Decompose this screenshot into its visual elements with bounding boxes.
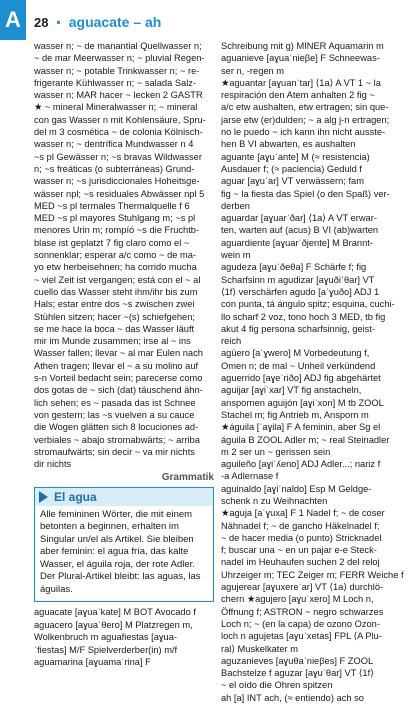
entry-line: schenk n zu Weihnachten (221, 495, 328, 506)
entry-line: nadel im Heuhaufen suchen 2 del reloj (221, 557, 380, 568)
entry-line: reich (221, 336, 242, 347)
entry-line: cuello das Wasser steht ihm/ihr bis zum (34, 286, 198, 297)
entry-line: ral⟩ Muskelkater m (221, 643, 298, 654)
entry-line: derben (221, 200, 250, 211)
entry-line: aguardar [aɣuarˈðar] ⟨1a⟩ A VT erwar- (221, 213, 377, 224)
entry-line: blase ist geplatzt 7 fig claro como el ~ (34, 237, 190, 248)
entry-line: respiración den Atem anhalten 2 fig ~ (221, 90, 375, 101)
entry-line: aguamarina [aɣuamaˈrina] F (34, 657, 151, 668)
entry-line: aber feminin: el agua fría, das kalte (40, 546, 189, 558)
grammar-box-title: El agua (54, 489, 97, 504)
entry-line: ~ de hacer media (o punto) Stricknadel (221, 532, 382, 543)
entry-line: Wasser, el águila roja, der rote Adler. (40, 558, 195, 570)
left-entries (34, 40, 214, 470)
entry-line: Stühlen sitzen; hacer ~(s) schiefgehen; (34, 311, 195, 322)
entry-line: ★aguantar [aɣuanˈtar] ⟨1a⟩ A VT 1 ~ la (221, 77, 381, 88)
entry-line: n; ~s freáticas (o subterráneas) Grund- (34, 163, 195, 174)
entry-line: MED ~s pl mayores Stuhlgang m; ~s pl (34, 213, 196, 224)
grammatik-label: Grammatik (161, 472, 214, 484)
grammar-box (34, 487, 214, 603)
grammar-box-body (35, 506, 213, 602)
entry-line: akut 4 fig persona scharfsinnig, geist- (221, 323, 375, 334)
entry-line: aguar [aɣuˈar] VT verwässern; fam (221, 176, 364, 187)
entry-line: f; buscar una ~ en un pajar e-e Steck- (221, 545, 377, 556)
entry-line: agujerear [aɣuxereˈar] VT ⟨1a⟩ durchlö- (221, 582, 384, 593)
entry-line: Uhrzeiger m; TEC Zeiger m; FERR Weiche f (221, 569, 404, 580)
entry-line: águila B ZOOL Adler m; ~ real Steinadler (221, 434, 390, 445)
entry-line: wasser n; ~s jurisdiccionales Hoheitsge- (34, 176, 200, 187)
entry-line: von gestern; las ~s vuelven a su cauce (34, 409, 195, 420)
entry-line: aguijar [aɣiˈxar] VT fig anstacheln, (221, 385, 362, 396)
entry-line: hen B VI abwarten, es aushalten (221, 139, 356, 150)
entry-line: Schreibung mit g) MINER Aquamarin m (221, 41, 384, 51)
entry-line: Nähnadel f; ~ de gancho Häkelnadel f; (221, 520, 380, 531)
entry-line: aguardiente [aɣuarˈðjente] M Brannt- (221, 237, 373, 248)
entry-line: menores Urin m; rompíó ~s die Fruchtb- (34, 225, 200, 236)
left-column (34, 40, 214, 669)
running-header (34, 14, 161, 30)
entry-line: MED ~s pl termales Thermalquelle f 6 (34, 200, 190, 211)
entry-line: Der Plural-Artikel bleibt: las aguas, las (40, 571, 201, 583)
entry-line: die Wogen glätten sich 8 locuciones ad- (34, 422, 199, 433)
letter-thumb-tab (0, 0, 26, 40)
entry-line: ˈfiestas] M/F Spielverderber(in) m/f (34, 644, 178, 655)
entry-line: yo etw herbeisehnen; ha corrido mucha (34, 262, 197, 273)
entry-line: Omen n; de mal ~ Unheil verkündend (221, 360, 376, 371)
entry-line: con punta, tá ángulo spitz; esquina, cuchi- (221, 299, 395, 310)
entry-line: ser n, -regen m (221, 65, 285, 76)
entry-line: ah [a] INT ach, (≈ entiendo) ach so (221, 692, 364, 703)
entry-line: wasser n; ~ dentrífica Mundwasser n 4 (34, 139, 194, 150)
entry-line: Singular un/el als Artikel. Sie bleiben (40, 533, 194, 545)
entry-line: Loch n; ~ (en la capa) de ozono Ozon- (221, 618, 380, 629)
entry-line: chern ★agujero [aɣuˈxero] M Loch n, (221, 594, 374, 605)
entry-line: betonten a beginnen, erhalten im (40, 521, 179, 533)
entry-line: s-n Vorteil bedacht sein; parecerse como (34, 373, 203, 384)
entry-line: ★aguja [aˈɣuxa] F 1 Nadel f; ~ de coser (221, 508, 385, 519)
entry-line: jarse etw (er)dulden; ~ a alg j-n ertragen; (221, 114, 390, 125)
entry-line: se me hace la boca ~ das Wasser läuft (34, 323, 195, 334)
entry-line: ~ el oído die Ohren spitzen (221, 680, 333, 691)
entry-line: dir nichts (34, 459, 72, 470)
entry-line: ~ de mar Meerwasser n; ~ pluvial Regen- (34, 53, 205, 64)
entry-line: con gas Wasser n mit Kohlensäure, Spru- (34, 114, 206, 125)
triangle-icon (39, 491, 48, 503)
entry-line: lich sehen; es ~ pasada das ist Schnee (34, 397, 196, 408)
entry-line: aguerrido [aɣeˈriðo] ADJ fig abgehärtet (221, 373, 381, 384)
entry-line: ~s pl Gewässer n; ~s bravas Wildwasser (34, 151, 202, 162)
entry-line: aguinaldo [aɣiˈnaldo] Esp M Geldge- (221, 483, 372, 494)
entry-line: Scharfsinn m agudizar [aɣuðiˈθar] VT (221, 274, 375, 285)
entry-line: aguanieve [aɣuaˈnieβe] F Schneewas- (221, 53, 380, 64)
entry-line: wasser n; ~ potable Trinkwasser n; ~ re- (34, 65, 200, 76)
entry-line: loch n agujetas [aɣuˈxetas] FPL ⟨A Plu- (221, 631, 382, 642)
entry-line: -a Adlernase f (221, 471, 279, 482)
entry-line: mir im Munde zusammen; irse al ~ ins (34, 336, 191, 347)
entry-line: Alle femininen Wörter, die mit einem (40, 508, 193, 520)
entry-line: wasser n; ~ de manantial Quellwasser n; (34, 41, 202, 51)
entry-line: aguzanieves [aɣuθaˈnieβes] F ZOOL (221, 655, 374, 666)
left-bottom-entries (34, 606, 214, 669)
entry-line: Hals; estar entre dos ~s zwischen zwei (34, 299, 195, 310)
entry-line: Stachel m; fig Antrieb m, Ansporn m (221, 409, 369, 420)
entry-line: Bachstelze f aguzar [aɣuˈθar] VT ⟨1f⟩ (221, 668, 374, 679)
entry-line: dos gotas de ~ sich (dat) täuschend ähn- (34, 385, 203, 396)
right-column (221, 40, 405, 704)
entry-line: ★ ~ mineral Mineralwasser n; ~ mineral (34, 102, 198, 113)
entry-line: aguacate [aɣuaˈkate] M BOT Avocado f (34, 607, 196, 618)
entry-line: aguacero [aɣuaˈθero] M Platzregen m, (34, 619, 193, 630)
entry-line: ~ viel Zeit ist vergangen; está con el ~ al (34, 274, 201, 285)
entry-line: Athen tragen; llevar el ~ a su molino auf (34, 360, 199, 371)
entry-line: agüero [aˈɣwero] M Vorbedeutung f, (221, 348, 370, 359)
entry-line: frigerante Kühlwasser n; ~ salada Salz- (34, 77, 197, 88)
header-separator: ▪ (56, 15, 61, 29)
entry-line: Wolkenbruch m aguafiestas [aɣua- (34, 632, 177, 643)
entry-line: wässer npl; ~s residuales Abwässer npl 5 (34, 188, 205, 199)
entry-line: stromaufwärts; sin decir ~ va mir nichts (34, 446, 195, 457)
entry-line: no le puedo ~ ich kann ihn nicht ausste- (221, 127, 386, 138)
entry-line: a/c etw aushalten, etw ertragen; sin que- (221, 102, 389, 113)
entry-line: águilas. (40, 583, 73, 595)
entry-line: agudeza [aɣuˈðeθa] F Schärfe f; fig (221, 262, 367, 273)
entry-line: Wasser fallen; llevar ~ al mar Eulen nach (34, 348, 203, 359)
entry-line: aguileño [aɣiˈʎeno] ADJ Adler...; nariz f (221, 459, 381, 470)
entry-line: fig ~ la fiesta das Spiel (o den Spaß) ver- (221, 188, 390, 199)
grammar-box-header (35, 488, 213, 506)
entry-line: Ausdauer f; (≈ paciencia) Geduld f (221, 163, 363, 174)
entry-line: wasser n; MAR hacer ~ lecken 2 GASTR (34, 90, 203, 101)
entry-line: ⟨1f⟩ verschärfen agudo [aˈɣuðo] ADJ 1 (221, 286, 380, 297)
header-range: aguacate – ah (68, 14, 162, 30)
entry-line: wein m (221, 250, 251, 261)
entry-line: Öffnung f; ASTRON ~ negro schwarzes (221, 606, 384, 617)
entry-line: ★águila [ˈaɣila] F A feminin, aber Sg el (221, 422, 381, 433)
entry-line: anspornen aguijón [aɣiˈxon] M tb ZOOL (221, 397, 384, 408)
entry-line: m 2 ser un ~ gerissen sein (221, 446, 331, 457)
page-number: 28 (34, 14, 49, 30)
entry-line: aguante [aɣuˈante] M (≈ resistencia) (221, 151, 370, 162)
entry-line: del m 3 cosmética ~ de colonia Kölnisch- (34, 127, 203, 138)
entry-line: verbiales ~ abajo stromabwärts; ~ arriba (34, 434, 200, 445)
entry-line: ten, warten auf (acus) B VI (ab)warten (221, 225, 379, 236)
entry-line: llo scharf 2 voz, tono hoch 3 MED, tb fig (221, 311, 386, 322)
entry-line: sonnenklar; esperar a/c como ~ de ma- (34, 250, 197, 261)
thumb-letter: A (5, 7, 21, 32)
